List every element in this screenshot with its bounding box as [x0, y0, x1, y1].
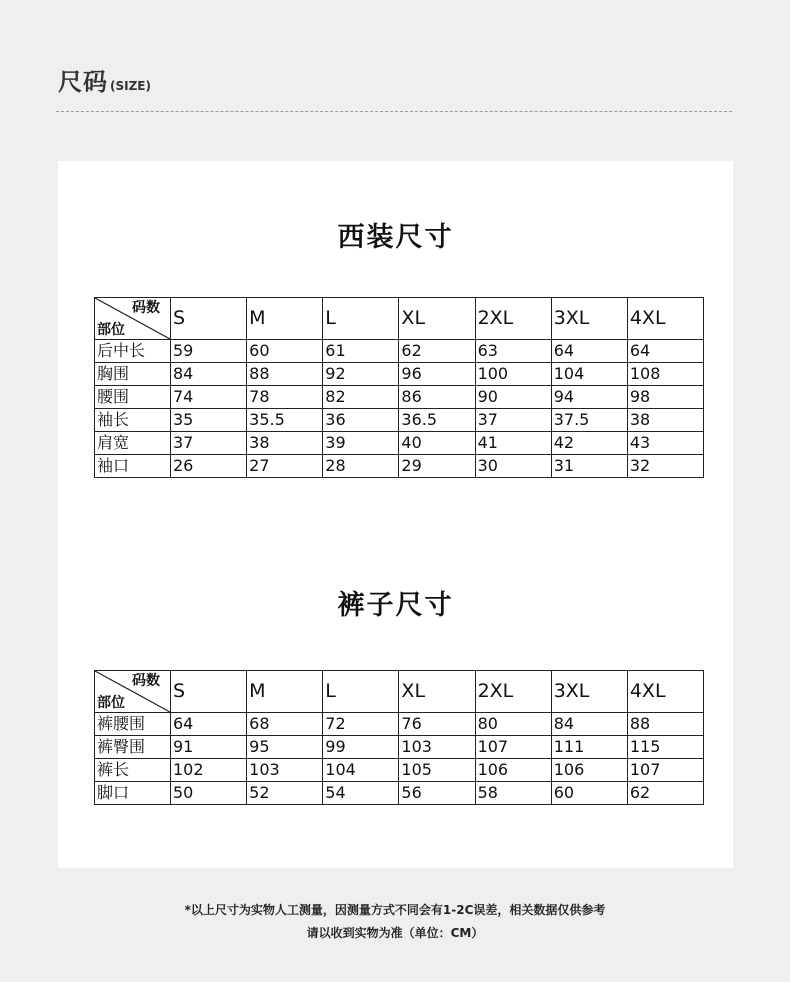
value-cell: 107 [475, 736, 551, 759]
row-label-cell: 裤长 [95, 759, 171, 782]
value-cell: 35.5 [247, 409, 323, 432]
size-header-cell: 2XL [475, 671, 551, 713]
value-cell: 61 [323, 340, 399, 363]
row-label-cell: 肩宽 [95, 432, 171, 455]
pants-size-table [94, 670, 704, 805]
value-cell: 103 [247, 759, 323, 782]
value-cell: 100 [475, 363, 551, 386]
table-row [95, 736, 704, 759]
value-cell: 106 [475, 759, 551, 782]
value-cell: 50 [171, 782, 247, 805]
corner-header-cell [95, 298, 171, 340]
corner-part-label: 部位 [97, 695, 125, 711]
size-header-cell: 4XL [627, 298, 703, 340]
table-row [95, 432, 704, 455]
value-cell: 78 [247, 386, 323, 409]
size-header-cell: L [323, 298, 399, 340]
value-cell: 111 [551, 736, 627, 759]
size-header-cell: 3XL [551, 671, 627, 713]
value-cell: 39 [323, 432, 399, 455]
value-cell: 26 [171, 455, 247, 478]
value-cell: 64 [171, 713, 247, 736]
value-cell: 60 [551, 782, 627, 805]
value-cell: 76 [399, 713, 475, 736]
value-cell: 60 [247, 340, 323, 363]
value-cell: 29 [399, 455, 475, 478]
row-label-cell: 脚口 [95, 782, 171, 805]
value-cell: 108 [627, 363, 703, 386]
value-cell: 90 [475, 386, 551, 409]
size-header-cell: XL [399, 298, 475, 340]
table-row [95, 340, 704, 363]
corner-header-cell [95, 671, 171, 713]
row-label-cell: 胸围 [95, 363, 171, 386]
size-header-cell: M [247, 298, 323, 340]
page-title: 尺码 [58, 68, 108, 96]
value-cell: 84 [171, 363, 247, 386]
value-cell: 72 [323, 713, 399, 736]
value-cell: 35 [171, 409, 247, 432]
size-header-row [95, 671, 704, 713]
pants-section-title: 裤子尺寸 [337, 590, 454, 621]
value-cell: 104 [551, 363, 627, 386]
value-cell: 105 [399, 759, 475, 782]
row-label-cell: 裤臀围 [95, 736, 171, 759]
value-cell: 36 [323, 409, 399, 432]
value-cell: 63 [475, 340, 551, 363]
row-label-cell: 后中长 [95, 340, 171, 363]
value-cell: 68 [247, 713, 323, 736]
size-chart-card [58, 161, 733, 868]
value-cell: 92 [323, 363, 399, 386]
size-header-cell: 4XL [627, 671, 703, 713]
value-cell: 38 [627, 409, 703, 432]
table-row [95, 713, 704, 736]
value-cell: 98 [627, 386, 703, 409]
row-label-cell: 袖长 [95, 409, 171, 432]
value-cell: 94 [551, 386, 627, 409]
value-cell: 82 [323, 386, 399, 409]
size-header-cell: XL [399, 671, 475, 713]
value-cell: 115 [627, 736, 703, 759]
value-cell: 88 [627, 713, 703, 736]
table-row [95, 782, 704, 805]
value-cell: 106 [551, 759, 627, 782]
value-cell: 37 [475, 409, 551, 432]
size-header-cell: L [323, 671, 399, 713]
value-cell: 36.5 [399, 409, 475, 432]
value-cell: 95 [247, 736, 323, 759]
row-label-cell: 袖口 [95, 455, 171, 478]
value-cell: 103 [399, 736, 475, 759]
page-subtitle: (SIZE) [110, 79, 151, 93]
value-cell: 80 [475, 713, 551, 736]
value-cell: 88 [247, 363, 323, 386]
value-cell: 104 [323, 759, 399, 782]
table-row [95, 386, 704, 409]
value-cell: 37 [171, 432, 247, 455]
corner-size-label: 码数 [132, 300, 160, 316]
value-cell: 96 [399, 363, 475, 386]
value-cell: 42 [551, 432, 627, 455]
value-cell: 56 [399, 782, 475, 805]
suit-size-table [94, 297, 704, 478]
value-cell: 99 [323, 736, 399, 759]
row-label-cell: 腰围 [95, 386, 171, 409]
value-cell: 62 [627, 782, 703, 805]
size-header-cell: 3XL [551, 298, 627, 340]
size-header-cell: M [247, 671, 323, 713]
value-cell: 41 [475, 432, 551, 455]
page-header [58, 62, 151, 97]
suit-section-title: 西装尺寸 [337, 222, 454, 253]
value-cell: 30 [475, 455, 551, 478]
value-cell: 84 [551, 713, 627, 736]
value-cell: 102 [171, 759, 247, 782]
value-cell: 28 [323, 455, 399, 478]
value-cell: 64 [551, 340, 627, 363]
corner-part-label: 部位 [97, 322, 125, 338]
value-cell: 86 [399, 386, 475, 409]
value-cell: 27 [247, 455, 323, 478]
value-cell: 58 [475, 782, 551, 805]
value-cell: 54 [323, 782, 399, 805]
value-cell: 38 [247, 432, 323, 455]
row-label-cell: 裤腰围 [95, 713, 171, 736]
value-cell: 74 [171, 386, 247, 409]
value-cell: 40 [399, 432, 475, 455]
value-cell: 43 [627, 432, 703, 455]
value-cell: 31 [551, 455, 627, 478]
value-cell: 52 [247, 782, 323, 805]
value-cell: 37.5 [551, 409, 627, 432]
value-cell: 91 [171, 736, 247, 759]
value-cell: 32 [627, 455, 703, 478]
table-row [95, 363, 704, 386]
size-header-row [95, 298, 704, 340]
size-header-cell: S [171, 298, 247, 340]
table-row [95, 455, 704, 478]
size-header-cell: 2XL [475, 298, 551, 340]
corner-size-label: 码数 [132, 673, 160, 689]
value-cell: 107 [627, 759, 703, 782]
value-cell: 59 [171, 340, 247, 363]
value-cell: 62 [399, 340, 475, 363]
footnote-line-1: *以上尺寸为实物人工测量，因测量方式不同会有1-2C误差，相关数据仅供参考 [184, 903, 606, 917]
value-cell: 64 [627, 340, 703, 363]
dashed-divider [56, 111, 732, 112]
footnote-line-2: 请以收到实物为准（单位：CM） [306, 926, 484, 940]
size-header-cell: S [171, 671, 247, 713]
table-row [95, 759, 704, 782]
table-row [95, 409, 704, 432]
